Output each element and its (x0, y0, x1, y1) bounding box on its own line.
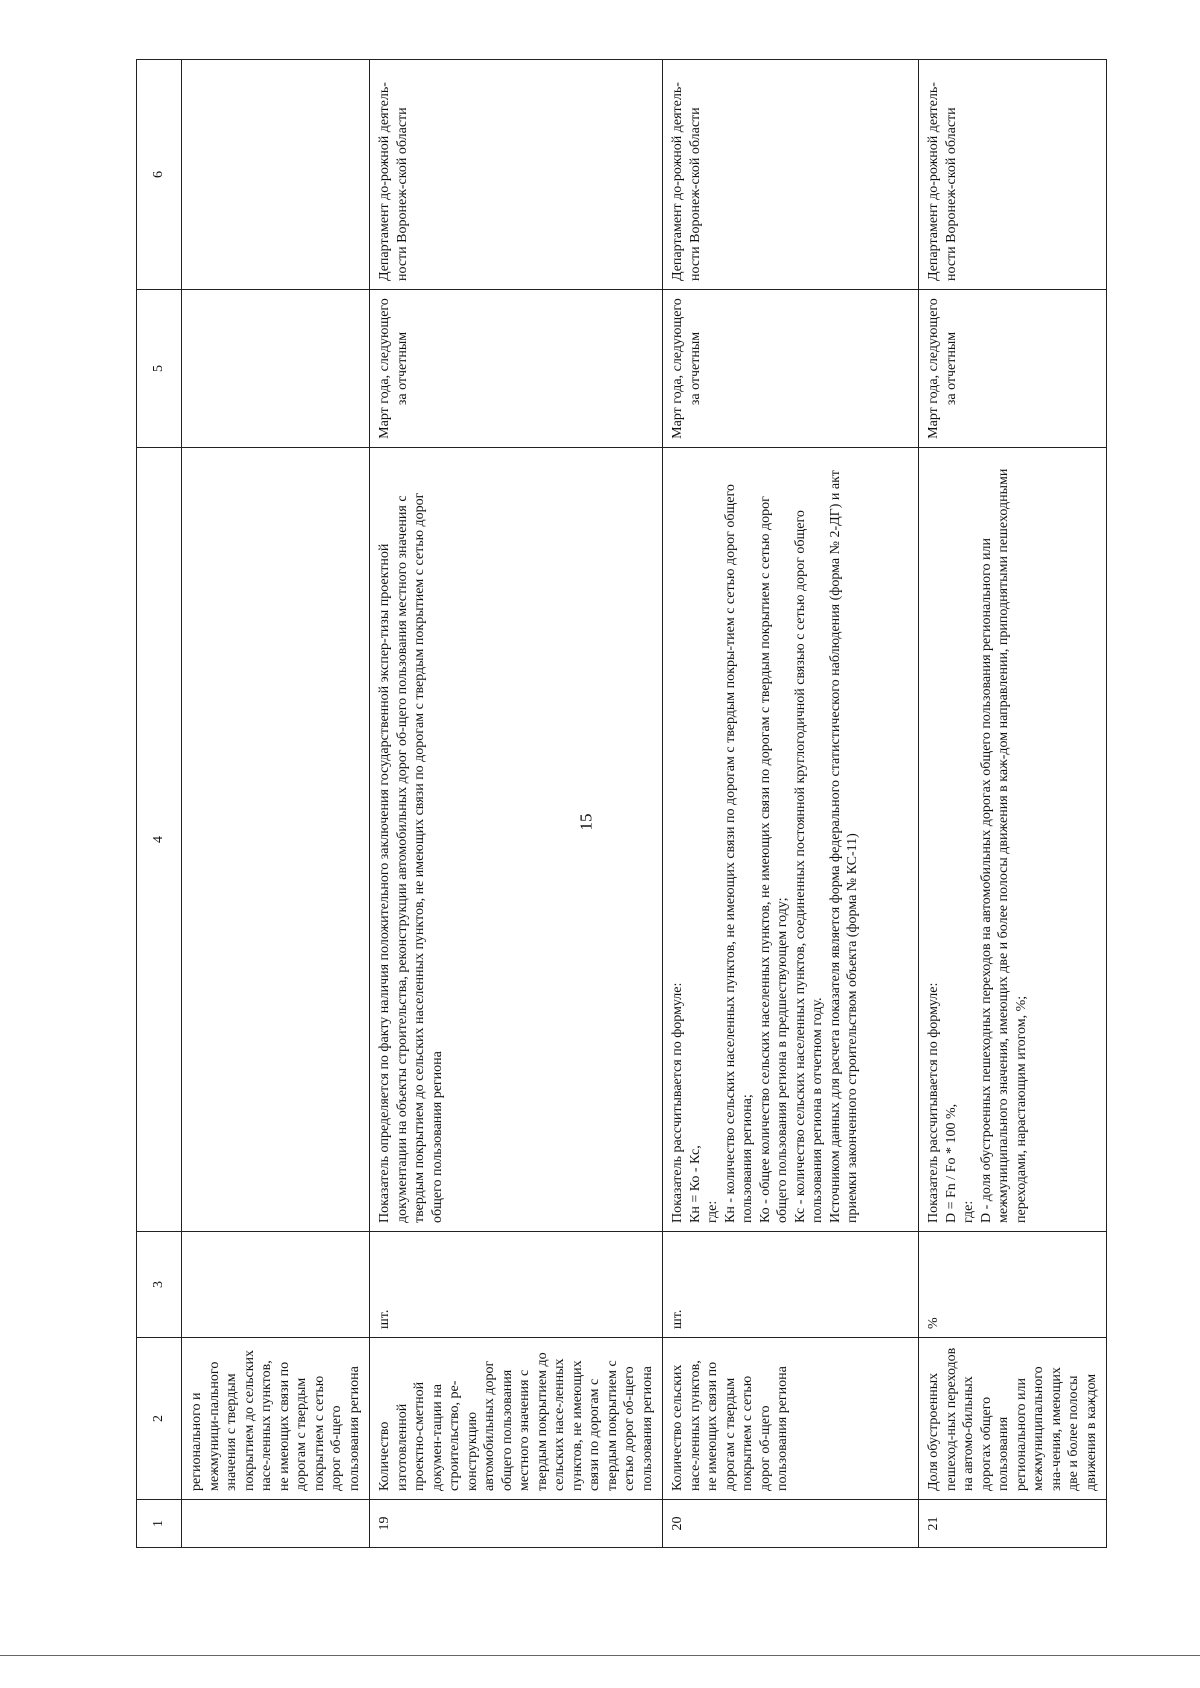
indicator-name: Количество сельских насе-ленных пунктов, не имеющих связи по дорогам с твердым покрытием с сетью дорог об-щего пользования региона (663, 1338, 919, 1500)
method-cell (663, 448, 919, 1232)
header-cell-5: 5 (137, 290, 182, 448)
responsible-cell (182, 60, 370, 290)
header-cell-4: 4 (137, 448, 182, 1232)
period-cell: Март года, следующего за отчетным (370, 290, 663, 448)
indicator-table (136, 59, 1107, 1548)
method-line: где: (961, 1200, 976, 1223)
indicator-name: Доля обустроенных пешеход-ных переходов на автомо-бильных дорогах общего пользования регионального или межмуниципального зна-чения, имеющих две и более полосы движения в каждом (919, 1338, 1107, 1500)
method-line: Показатель рассчитывается по формуле: (926, 982, 941, 1223)
method-line: Показатель рассчитывается по формуле: (670, 982, 685, 1223)
period-cell (182, 290, 370, 448)
method-line: где: (705, 1200, 720, 1223)
unit-cell (182, 1232, 370, 1338)
header-cell-1: 1 (137, 1500, 182, 1548)
rotated-table-container (136, 60, 1099, 1548)
indicator-name: регионального и межмуници-пального значения с твердым покрытием до сельских насе-ленных пунктов, не имеющих связи по дорогам с твердым покрытием с сетью дорог об-щего пользования региона (182, 1338, 370, 1500)
responsible-cell: Департамент до-рожной деятель-ности Воронеж-ской области (370, 60, 663, 290)
header-row (137, 60, 182, 1548)
unit-cell: шт. (370, 1232, 663, 1338)
method-cell (919, 448, 1107, 1232)
row-number (182, 1500, 370, 1548)
table-row (663, 60, 919, 1548)
method-line: Источником данных для расчета показателя является форма федерального статистического наблюдения (форма № 2-ДГ) и акт приемки законченного строительством объекта (форма № КС-11) (827, 470, 860, 1223)
header-cell-2: 2 (137, 1338, 182, 1500)
method-cell (182, 448, 370, 1232)
responsible-cell: Департамент до-рожной деятель-ности Воронеж-ской области (919, 60, 1107, 290)
unit-cell: % (919, 1232, 1107, 1338)
period-cell: Март года, следующего за отчетным (663, 290, 919, 448)
unit-cell: шт. (663, 1232, 919, 1338)
table-row (919, 60, 1107, 1548)
row-number: 21 (919, 1500, 1107, 1548)
table-row (370, 60, 663, 1548)
method-line: Кс - количество сельских населенных пунктов, соединенных постоянной круглогодичной связью с сетью дорог общего пользования региона в отчетном году. (792, 510, 825, 1223)
period-cell: Март года, следующего за отчетным (919, 290, 1107, 448)
responsible-cell: Департамент до-рожной деятель-ности Воронеж-ской области (663, 60, 919, 290)
page-number: 15 (576, 813, 596, 831)
method-line: D - доля обустроенных пешеходных переходов на автомобильных дорогах общего пользования регионального или межмуниципального значения, имеющих две и более полосы движения в каж-дом направлении, приподнятыми пешеходными переходами, нарастающим итогом, %; (978, 468, 1029, 1223)
header-cell-6: 6 (137, 60, 182, 290)
method-line: Показатель определяется по факту наличия положительного заключения государственной экспер-тизы проектной документации на объекты строительства, реконструкции автомобильных дорог об-щего пользования местного значения с твердым покрытием до сельских населенных пунктов, не имеющих связи по дорогам с твердым покрытием с сетью дорог общего пользования региона (377, 492, 445, 1223)
method-formula: Кн = Ко - Кс, (687, 1145, 703, 1223)
row-number: 20 (663, 1500, 919, 1548)
method-line: Кн - количество сельских населенных пунктов, не имеющих связи по дорогам с твердым покры-тием с сетью дорог общего пользования региона; (722, 484, 755, 1223)
method-line: Ко - общее количество сельских населенных пунктов, не имеющих связи по дорогам с твердым покрытием с сетью дорог общего пользования региона в предшествующем году; (757, 496, 790, 1223)
table-row (182, 60, 370, 1548)
header-cell-3: 3 (137, 1232, 182, 1338)
indicator-name: Количество изготовленной проектно-сметной докумен-тации на строительство, ре-конструкцию автомобильных дорог общего пользования местного значения с твердым покрытием до сельских насе-ленных пунктов, не имеющих связи по дорогам с твердым покрытием с сетью дорог об-щего пользования региона (370, 1338, 663, 1500)
row-number: 19 (370, 1500, 663, 1548)
method-formula: D = Fn / Fo * 100 %, (943, 1103, 959, 1223)
scan-edge-line (0, 1655, 1200, 1656)
method-cell (370, 448, 663, 1232)
